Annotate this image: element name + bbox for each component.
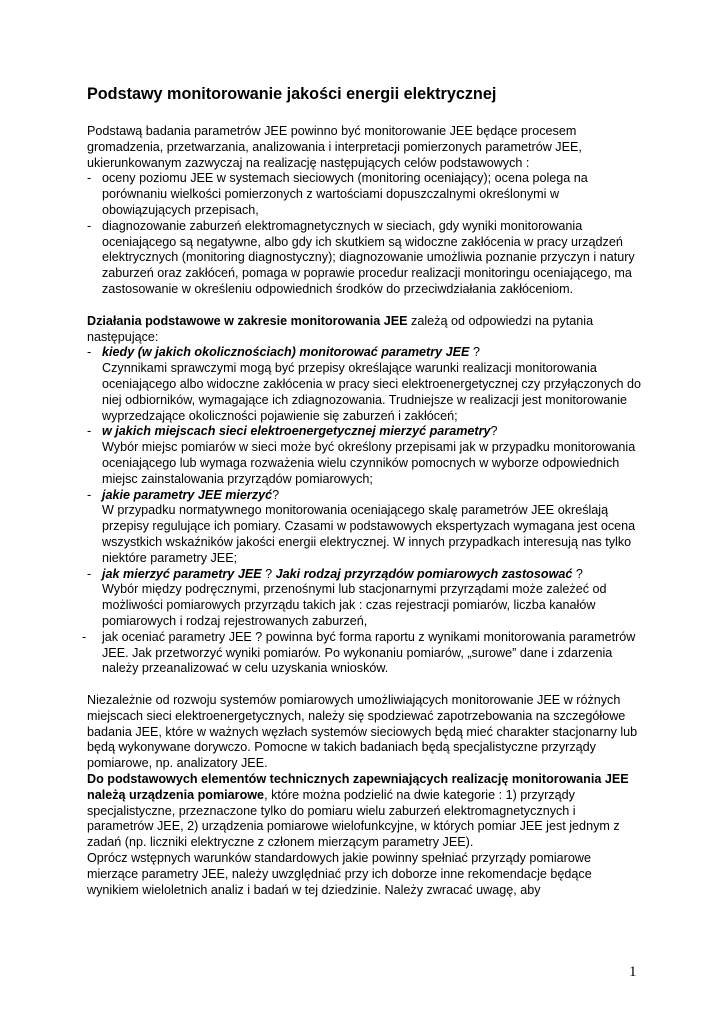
question-plain-text: jak oceniać parametry JEE ? powinna być forma raportu z wynikami monitorowania parametrów JEE. Jak przetworzyć wyniki pomiarów. Po wykonaniu pomiarów, „surowe” dane i zdarzenia należy przeanalizować w celu uzyskania wniosków. bbox=[102, 629, 636, 676]
question-answer: Wybór miejsc pomiarów w sieci może być określony przepisami jak w przypadku monitorowania oceniającego lub wymaga rozważenia wielu czynników pomocnych w wyborze odpowiednich miejsc zainstalowania przyrządów pomiarowych; bbox=[102, 440, 636, 486]
question-mark: ? bbox=[469, 345, 480, 360]
question-text: jakie parametry JEE mierzyć bbox=[102, 487, 273, 502]
independent-paragraph: Niezależnie od rozwoju systemów pomiarowych umożliwiających monitorowanie JEE w różnych miejscach sieci elektroenergetycznych, należy się spodziewać zapotrzebowania na szczegółowe badania JEE, które w ważnych węzłach systemów sieciowych będą mieć charakter stacjonarny lub będą wykonywane dorywczo. Pomocne w takich badaniach będą specjalistyczne przyrządy pomiarowe, np. analizatory JEE. bbox=[87, 693, 638, 771]
question-text: kiedy (w jakich okolicznościach) monitorować parametry JEE bbox=[102, 345, 470, 360]
question-answer: W przypadku normatywnego monitorowania oceniającego skalę parametrów JEE określają przepisy regulujące ich pomiary. Czasami w podstawowych ekspertyzach wymagana jest ocena wszystkich wskaźników jakości energii elektrycznej. W innych przypadkach interesują nas tylko niektóre parametry JEE; bbox=[102, 503, 636, 565]
page-title: Podstawy monitorowanie jakości energii elektrycznej bbox=[87, 85, 497, 103]
question-text: w jakich miejscach sieci elektroenergetycznej mierzyć parametry bbox=[102, 424, 491, 439]
question-mark: ? bbox=[272, 487, 280, 502]
question-text: jak mierzyć parametry JEE bbox=[102, 566, 262, 581]
devices-paragraph-bold: Do podstawowych elementów technicznych zapewniających realizację monitorowania JEE należą urządzenia pomiarowe bbox=[87, 772, 629, 802]
question-item bbox=[82, 629, 643, 677]
question-separator: ? bbox=[261, 566, 276, 581]
devices-paragraph bbox=[87, 772, 643, 851]
page-number: 1 bbox=[629, 964, 637, 980]
bullet-dash: - bbox=[87, 487, 92, 502]
question-answer: Wybór między podręcznymi, przenośnymi lub stacjonarnymi przyrządami może zależeć od możliwości pomiarowych przyrządu takich jak : czas rejestracji pomiarów, liczba kanałów pomiarowych i rodzaj rejestrowanych zaburzeń, bbox=[102, 582, 607, 628]
devices-paragraph-rest: , które można podzielić na dwie kategorie : 1) przyrządy specjalistyczne, przeznaczone tylko do pomiaru wielu zaburzeń elektromagnetycznych i parametrów JEE, 2) urządzenia pomiarowe wielofunkcyjne, w których pomiar JEE jest jednym z zadań (np. liczniki elektryczne z członem mierzącym parametry JEE). bbox=[87, 787, 620, 850]
actions-lead-rest: zależą od odpowiedzi na pytania następujące: bbox=[87, 313, 594, 344]
paragraph-gap bbox=[87, 298, 643, 314]
paragraph-gap bbox=[87, 677, 643, 693]
bullet-dash: - bbox=[87, 171, 92, 186]
actions-lead bbox=[87, 314, 643, 346]
goal-text: oceny poziomu JEE w systemach sieciowych (monitoring oceniający); ocena polega na porównaniu wielkości pomierzonych z wartościami dopuszczalnymi określonymi w obowiązujących przepisach, bbox=[102, 171, 588, 217]
goal-item bbox=[87, 171, 643, 218]
bullet-dash: - bbox=[82, 629, 87, 644]
goal-text: diagnozowanie zaburzeń elektromagnetycznych w sieciach, gdy wyniki monitorowania oceniającego są negatywne, albo gdy ich skutkiem są widoczne zakłócenia w pracy urządzeń elektrycznych (monitoring diagnostyczny); diagnozowanie umożliwia poznanie przyczyn i natury zaburzeń oraz zakłóceń, pomaga w poprawie procedur realizacji monitoringu oceniającego, ma zastosowanie w określeniu odpowiednich środków do przeciwdziałania zakłóceniom. bbox=[102, 218, 635, 296]
question-answer: Czynnikami sprawczymi mogą być przepisy określające warunki realizacji monitorowania oceniającego albo widoczne zakłócenia w pracy sieci elektroenergetycznej czy przyłączonych do niej odbiorników, wymagające ich zdiagnozowania. Trudniejsze w realizacji jest monitorowanie wyprzedzające okoliczności pojawienie się zaburzeń i zakłóceń; bbox=[102, 361, 642, 423]
question-text-secondary: Jaki rodzaj przyrządów pomiarowych zastosować bbox=[275, 566, 573, 581]
question-mark: ? bbox=[572, 566, 583, 581]
intro-paragraph: Podstawą badania parametrów JEE powinno być monitorowanie JEE będące procesem gromadzenia, przetwarzania, analizowania i interpretacji pomierzonych parametrów JEE, ukierunkowanym zazwyczaj na realizację następujących celów podstawowych : bbox=[87, 124, 582, 170]
question-mark: ? bbox=[490, 424, 498, 439]
goal-item bbox=[87, 219, 643, 298]
bullet-dash: - bbox=[87, 218, 92, 233]
question-item bbox=[87, 345, 643, 424]
question-item bbox=[87, 567, 643, 630]
bullet-dash: - bbox=[87, 566, 92, 581]
bullet-dash: - bbox=[87, 424, 92, 439]
document-body bbox=[82, 84, 643, 898]
question-item bbox=[87, 488, 643, 567]
question-item bbox=[87, 424, 643, 487]
bullet-dash: - bbox=[87, 345, 92, 360]
actions-lead-bold: Działania podstawowe w zakresie monitorowania JEE bbox=[87, 313, 408, 328]
final-paragraph: Oprócz wstępnych warunków standardowych jakie powinny spełniać przyrządy pomiarowe mierzące parametry JEE, należy uwzględniać przy ich doborze inne rekomendacje będące wynikiem wieloletnich analiz i badań w tej dziedzinie. Należy zwracać uwagę, aby bbox=[87, 851, 592, 897]
